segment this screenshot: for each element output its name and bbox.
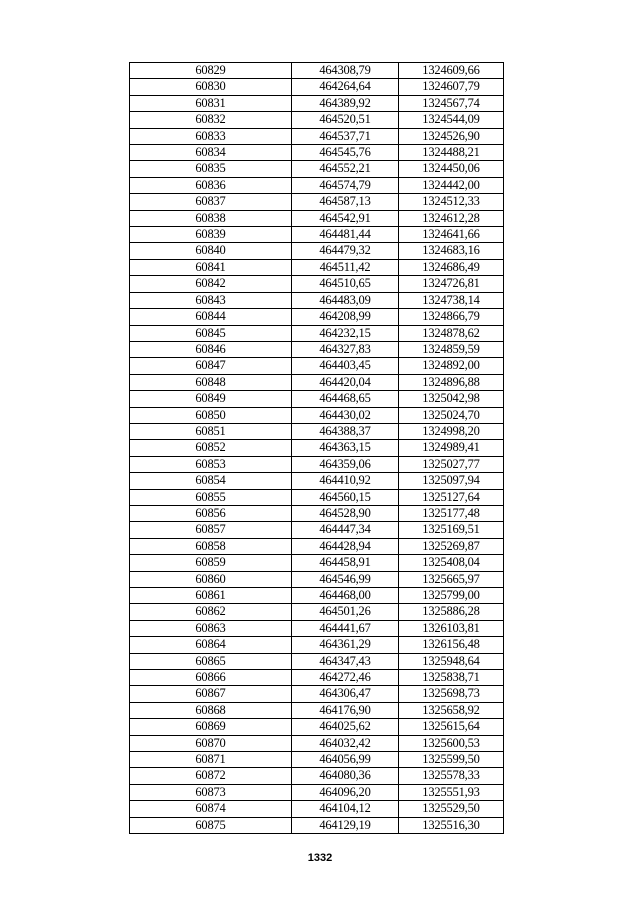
point-id-cell: 60867: [130, 686, 292, 702]
y-coordinate-cell: 1325551,93: [399, 784, 504, 800]
y-coordinate-cell: 1324609,66: [399, 63, 504, 79]
table-row: [130, 735, 504, 751]
x-coordinate-cell: 464410,92: [292, 473, 399, 489]
table-row: [130, 63, 504, 79]
y-coordinate-cell: 1326156,48: [399, 637, 504, 653]
point-id-cell: 60843: [130, 292, 292, 308]
table-row: [130, 112, 504, 128]
y-coordinate-cell: 1325948,64: [399, 653, 504, 669]
y-coordinate-cell: 1325516,30: [399, 817, 504, 833]
y-coordinate-cell: 1324866,79: [399, 309, 504, 325]
y-coordinate-cell: 1325127,64: [399, 489, 504, 505]
table-row: [130, 259, 504, 275]
point-id-cell: 60862: [130, 604, 292, 620]
coordinates-table: [129, 62, 504, 834]
y-coordinate-cell: 1324488,21: [399, 145, 504, 161]
point-id-cell: 60860: [130, 571, 292, 587]
table-row: [130, 588, 504, 604]
y-coordinate-cell: 1325027,77: [399, 456, 504, 472]
y-coordinate-cell: 1325615,64: [399, 719, 504, 735]
table-row: [130, 177, 504, 193]
x-coordinate-cell: 464458,91: [292, 555, 399, 571]
table-row: [130, 653, 504, 669]
x-coordinate-cell: 464546,99: [292, 571, 399, 587]
y-coordinate-cell: 1325177,48: [399, 505, 504, 521]
x-coordinate-cell: 464545,76: [292, 145, 399, 161]
y-coordinate-cell: 1325838,71: [399, 670, 504, 686]
x-coordinate-cell: 464359,06: [292, 456, 399, 472]
coordinates-table-body: [130, 63, 504, 834]
point-id-cell: 60840: [130, 243, 292, 259]
x-coordinate-cell: 464560,15: [292, 489, 399, 505]
point-id-cell: 60861: [130, 588, 292, 604]
y-coordinate-cell: 1324442,00: [399, 177, 504, 193]
y-coordinate-cell: 1324450,06: [399, 161, 504, 177]
x-coordinate-cell: 464428,94: [292, 538, 399, 554]
table-row: [130, 79, 504, 95]
y-coordinate-cell: 1324612,28: [399, 210, 504, 226]
point-id-cell: 60833: [130, 128, 292, 144]
table-row: [130, 637, 504, 653]
table-row: [130, 210, 504, 226]
point-id-cell: 60873: [130, 784, 292, 800]
x-coordinate-cell: 464306,47: [292, 686, 399, 702]
table-row: [130, 670, 504, 686]
y-coordinate-cell: 1324998,20: [399, 423, 504, 439]
y-coordinate-cell: 1325408,04: [399, 555, 504, 571]
table-row: [130, 440, 504, 456]
x-coordinate-cell: 464176,90: [292, 702, 399, 718]
y-coordinate-cell: 1324878,62: [399, 325, 504, 341]
y-coordinate-cell: 1325599,50: [399, 752, 504, 768]
y-coordinate-cell: 1325886,28: [399, 604, 504, 620]
point-id-cell: 60837: [130, 194, 292, 210]
x-coordinate-cell: 464520,51: [292, 112, 399, 128]
x-coordinate-cell: 464363,15: [292, 440, 399, 456]
x-coordinate-cell: 464272,46: [292, 670, 399, 686]
table-row: [130, 309, 504, 325]
y-coordinate-cell: 1324683,16: [399, 243, 504, 259]
table-row: [130, 604, 504, 620]
y-coordinate-cell: 1325024,70: [399, 407, 504, 423]
table-row: [130, 522, 504, 538]
table-row: [130, 161, 504, 177]
point-id-cell: 60851: [130, 423, 292, 439]
y-coordinate-cell: 1324567,74: [399, 95, 504, 111]
table-row: [130, 456, 504, 472]
point-id-cell: 60859: [130, 555, 292, 571]
point-id-cell: 60830: [130, 79, 292, 95]
x-coordinate-cell: 464327,83: [292, 341, 399, 357]
y-coordinate-cell: 1324512,33: [399, 194, 504, 210]
y-coordinate-cell: 1325097,94: [399, 473, 504, 489]
point-id-cell: 60850: [130, 407, 292, 423]
table-row: [130, 276, 504, 292]
point-id-cell: 60831: [130, 95, 292, 111]
table-row: [130, 505, 504, 521]
y-coordinate-cell: 1325799,00: [399, 588, 504, 604]
table-row: [130, 473, 504, 489]
table-row: [130, 702, 504, 718]
x-coordinate-cell: 464468,00: [292, 588, 399, 604]
x-coordinate-cell: 464587,13: [292, 194, 399, 210]
point-id-cell: 60848: [130, 374, 292, 390]
x-coordinate-cell: 464389,92: [292, 95, 399, 111]
table-row: [130, 686, 504, 702]
table-row: [130, 801, 504, 817]
point-id-cell: 60846: [130, 341, 292, 357]
y-coordinate-cell: 1325578,33: [399, 768, 504, 784]
y-coordinate-cell: 1326103,81: [399, 620, 504, 636]
point-id-cell: 60865: [130, 653, 292, 669]
point-id-cell: 60866: [130, 670, 292, 686]
table-row: [130, 571, 504, 587]
point-id-cell: 60858: [130, 538, 292, 554]
y-coordinate-cell: 1324738,14: [399, 292, 504, 308]
x-coordinate-cell: 464537,71: [292, 128, 399, 144]
x-coordinate-cell: 464347,43: [292, 653, 399, 669]
point-id-cell: 60875: [130, 817, 292, 833]
y-coordinate-cell: 1325042,98: [399, 391, 504, 407]
x-coordinate-cell: 464104,12: [292, 801, 399, 817]
x-coordinate-cell: 464361,29: [292, 637, 399, 653]
y-coordinate-cell: 1325600,53: [399, 735, 504, 751]
x-coordinate-cell: 464430,02: [292, 407, 399, 423]
table-row: [130, 325, 504, 341]
x-coordinate-cell: 464483,09: [292, 292, 399, 308]
x-coordinate-cell: 464264,64: [292, 79, 399, 95]
point-id-cell: 60856: [130, 505, 292, 521]
y-coordinate-cell: 1325665,97: [399, 571, 504, 587]
y-coordinate-cell: 1324859,59: [399, 341, 504, 357]
point-id-cell: 60829: [130, 63, 292, 79]
table-row: [130, 817, 504, 833]
point-id-cell: 60855: [130, 489, 292, 505]
x-coordinate-cell: 464510,65: [292, 276, 399, 292]
x-coordinate-cell: 464208,99: [292, 309, 399, 325]
point-id-cell: 60863: [130, 620, 292, 636]
table-row: [130, 292, 504, 308]
x-coordinate-cell: 464232,15: [292, 325, 399, 341]
y-coordinate-cell: 1325658,92: [399, 702, 504, 718]
table-row: [130, 128, 504, 144]
table-row: [130, 423, 504, 439]
x-coordinate-cell: 464032,42: [292, 735, 399, 751]
table-row: [130, 341, 504, 357]
table-row: [130, 95, 504, 111]
x-coordinate-cell: 464447,34: [292, 522, 399, 538]
x-coordinate-cell: 464574,79: [292, 177, 399, 193]
x-coordinate-cell: 464388,37: [292, 423, 399, 439]
x-coordinate-cell: 464441,67: [292, 620, 399, 636]
y-coordinate-cell: 1324607,79: [399, 79, 504, 95]
y-coordinate-cell: 1324526,90: [399, 128, 504, 144]
page-number: 1332: [307, 852, 333, 864]
point-id-cell: 60852: [130, 440, 292, 456]
x-coordinate-cell: 464481,44: [292, 227, 399, 243]
point-id-cell: 60838: [130, 210, 292, 226]
x-coordinate-cell: 464528,90: [292, 505, 399, 521]
point-id-cell: 60869: [130, 719, 292, 735]
table-row: [130, 538, 504, 554]
point-id-cell: 60844: [130, 309, 292, 325]
point-id-cell: 60842: [130, 276, 292, 292]
x-coordinate-cell: 464501,26: [292, 604, 399, 620]
point-id-cell: 60839: [130, 227, 292, 243]
y-coordinate-cell: 1324544,09: [399, 112, 504, 128]
x-coordinate-cell: 464420,04: [292, 374, 399, 390]
point-id-cell: 60841: [130, 259, 292, 275]
point-id-cell: 60864: [130, 637, 292, 653]
table-row: [130, 719, 504, 735]
y-coordinate-cell: 1325169,51: [399, 522, 504, 538]
point-id-cell: 60854: [130, 473, 292, 489]
point-id-cell: 60835: [130, 161, 292, 177]
x-coordinate-cell: 464468,65: [292, 391, 399, 407]
y-coordinate-cell: 1324989,41: [399, 440, 504, 456]
x-coordinate-cell: 464308,79: [292, 63, 399, 79]
point-id-cell: 60847: [130, 358, 292, 374]
point-id-cell: 60853: [130, 456, 292, 472]
point-id-cell: 60868: [130, 702, 292, 718]
point-id-cell: 60834: [130, 145, 292, 161]
table-row: [130, 620, 504, 636]
x-coordinate-cell: 464511,42: [292, 259, 399, 275]
point-id-cell: 60849: [130, 391, 292, 407]
x-coordinate-cell: 464129,19: [292, 817, 399, 833]
point-id-cell: 60871: [130, 752, 292, 768]
y-coordinate-cell: 1325529,50: [399, 801, 504, 817]
point-id-cell: 60874: [130, 801, 292, 817]
table-row: [130, 784, 504, 800]
table-row: [130, 752, 504, 768]
x-coordinate-cell: 464479,32: [292, 243, 399, 259]
table-row: [130, 243, 504, 259]
y-coordinate-cell: 1324896,88: [399, 374, 504, 390]
point-id-cell: 60836: [130, 177, 292, 193]
table-row: [130, 407, 504, 423]
table-row: [130, 391, 504, 407]
table-row: [130, 145, 504, 161]
y-coordinate-cell: 1324892,00: [399, 358, 504, 374]
table-row: [130, 768, 504, 784]
point-id-cell: 60857: [130, 522, 292, 538]
table-row: [130, 194, 504, 210]
x-coordinate-cell: 464056,99: [292, 752, 399, 768]
point-id-cell: 60845: [130, 325, 292, 341]
point-id-cell: 60870: [130, 735, 292, 751]
y-coordinate-cell: 1324726,81: [399, 276, 504, 292]
y-coordinate-cell: 1325698,73: [399, 686, 504, 702]
x-coordinate-cell: 464080,36: [292, 768, 399, 784]
y-coordinate-cell: 1325269,87: [399, 538, 504, 554]
point-id-cell: 60832: [130, 112, 292, 128]
x-coordinate-cell: 464025,62: [292, 719, 399, 735]
table-row: [130, 374, 504, 390]
table-row: [130, 227, 504, 243]
y-coordinate-cell: 1324641,66: [399, 227, 504, 243]
x-coordinate-cell: 464096,20: [292, 784, 399, 800]
table-row: [130, 489, 504, 505]
table-row: [130, 555, 504, 571]
x-coordinate-cell: 464542,91: [292, 210, 399, 226]
y-coordinate-cell: 1324686,49: [399, 259, 504, 275]
x-coordinate-cell: 464403,45: [292, 358, 399, 374]
point-id-cell: 60872: [130, 768, 292, 784]
table-row: [130, 358, 504, 374]
x-coordinate-cell: 464552,21: [292, 161, 399, 177]
